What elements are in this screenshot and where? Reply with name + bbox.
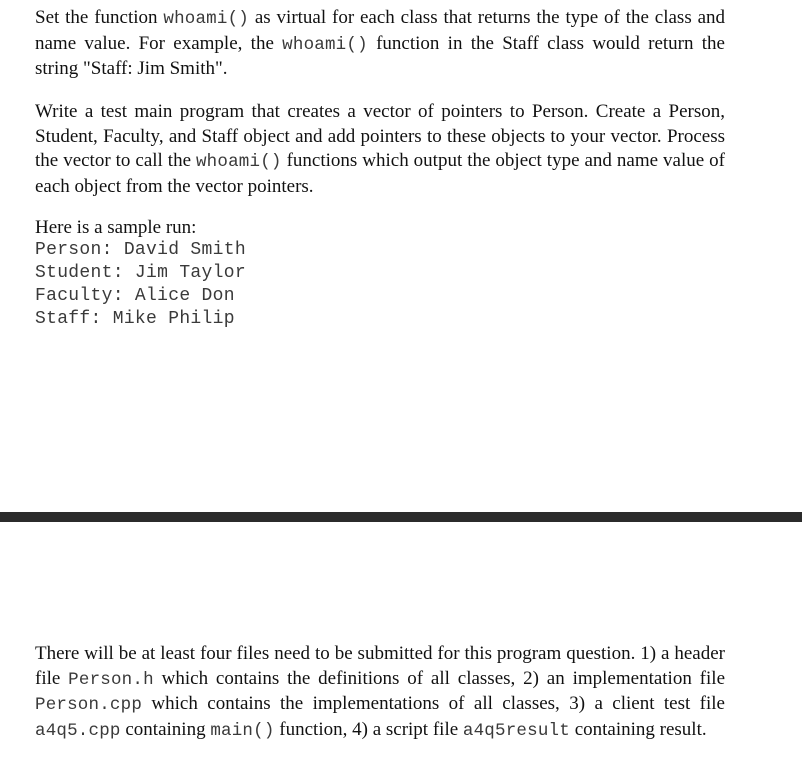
submission-paragraph — [35, 642, 725, 743]
code-person-h: Person.h — [68, 669, 154, 690]
sample-output-line: Faculty: Alice Don — [35, 286, 235, 306]
page-separator — [0, 512, 802, 522]
sample-output-line: Staff: Mike Philip — [35, 309, 235, 329]
text-span: which contains the definitions of all classes, 2) an implementation file — [153, 667, 725, 689]
sample-output-line: Student: Jim Taylor — [35, 263, 246, 283]
code-a4q5result: a4q5result — [462, 720, 570, 741]
instruction-paragraph-whoami — [35, 6, 725, 82]
code-person-cpp: Person.cpp — [35, 695, 143, 715]
sample-run-output — [35, 239, 246, 331]
text-span: Set the function — [35, 7, 164, 28]
code-whoami: whoami() — [282, 34, 368, 55]
code-main: main() — [210, 720, 275, 741]
sample-output-line: Person: David Smith — [35, 240, 246, 260]
text-span: containing result. — [569, 718, 707, 740]
text-span: function in the Staff class would return the string "Staff: Jim Smith". — [35, 32, 725, 79]
text-span: as virtual for each class that returns the type of the class and name value. For example, the — [35, 7, 725, 54]
text-span: Write a test main program that creates a vector of pointers to Person. Create a Person, Student, Faculty, and Staff object and add pointers to these objects to your vector. Process the vector to call the — [35, 101, 725, 171]
code-a4q5-cpp: a4q5.cpp — [35, 720, 121, 741]
code-whoami: whoami() — [163, 9, 249, 29]
text-span: functions which output the object type and name value of each object from the vector pointers. — [35, 150, 725, 197]
text-span: function, 4) a script file — [274, 718, 463, 740]
text-span: There will be at least four files need to be submitted for this program question. 1) a header file — [35, 643, 725, 689]
instruction-paragraph-main-program — [35, 100, 725, 199]
text-span: which contains the implementations of all classes, 3) a client test file — [142, 693, 725, 714]
sample-run-heading: Here is a sample run: — [35, 217, 197, 238]
code-whoami: whoami() — [195, 152, 282, 172]
text-span: containing — [120, 718, 211, 740]
page-bottom — [0, 522, 802, 776]
